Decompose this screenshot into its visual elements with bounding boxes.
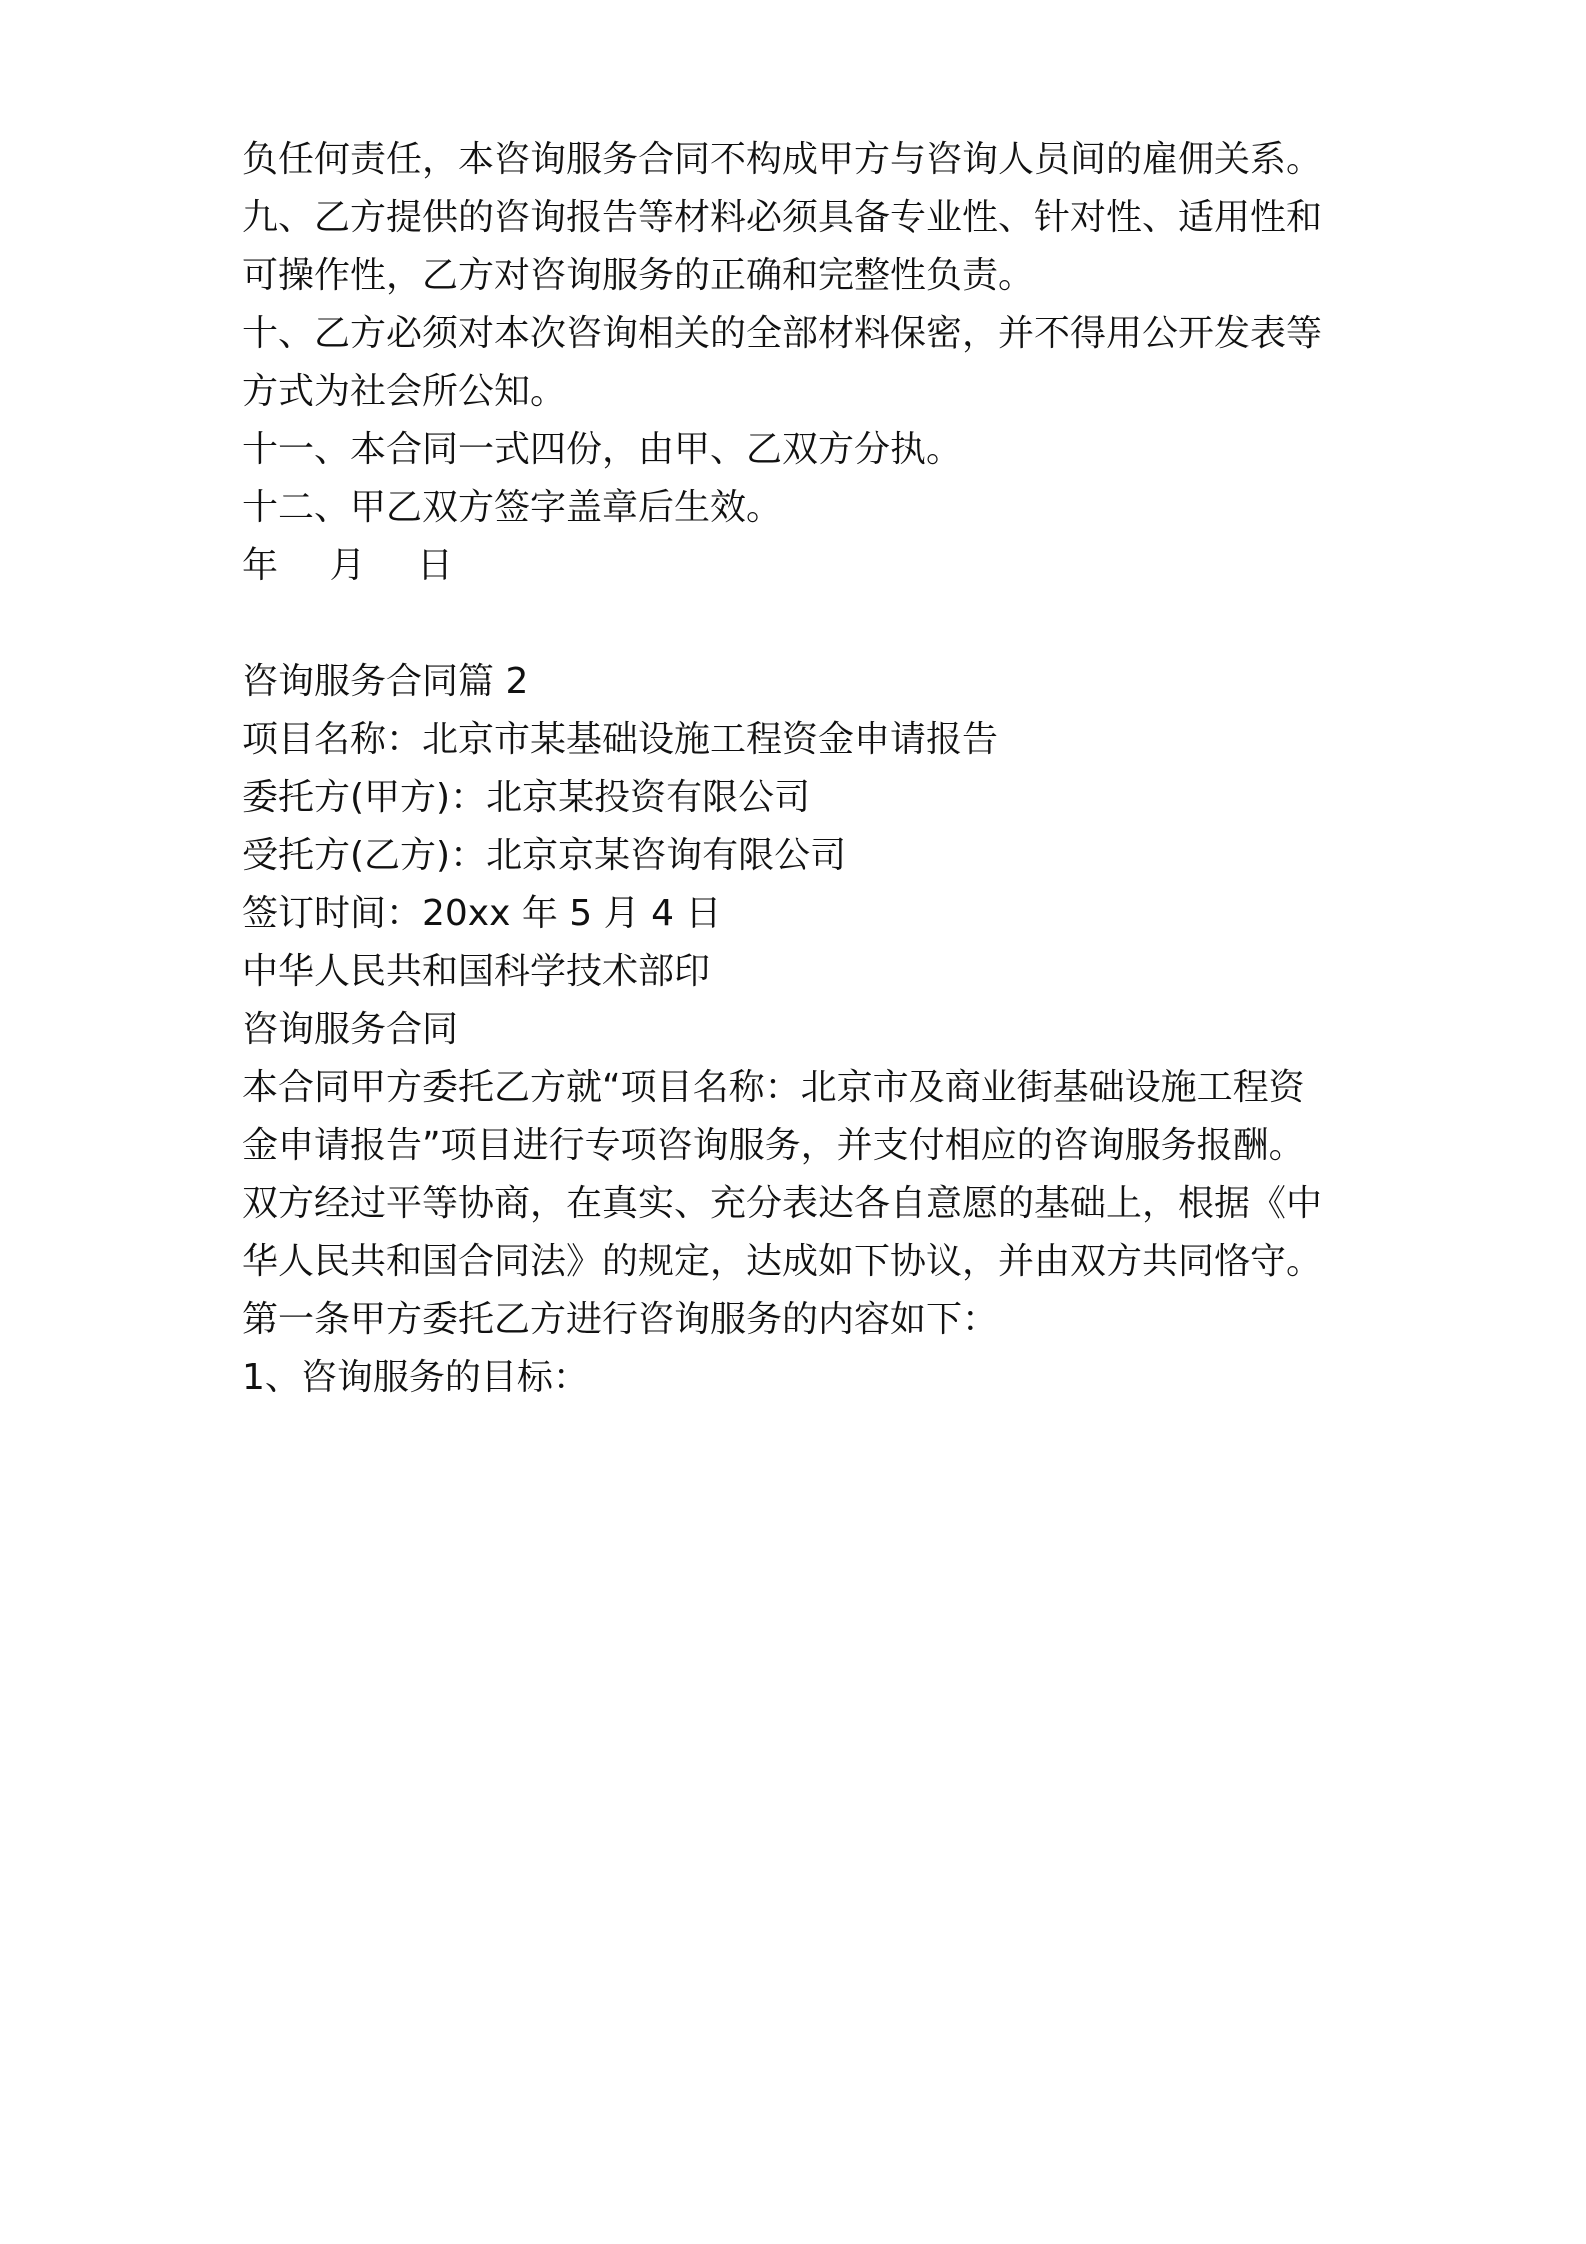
text-line: 负任何责任，本咨询服务合同不构成甲方与咨询人员间的雇佣关系。: [242, 139, 1323, 180]
article-one: 第一条甲方委托乙方进行咨询服务的内容如下：: [242, 1299, 999, 1340]
client-party: 委托方(甲方)：北京某投资有限公司: [242, 777, 811, 818]
date-day: 日: [416, 545, 453, 586]
clause-nine-line-2: 可操作性，乙方对咨询服务的正确和完整性负责。: [242, 255, 1035, 296]
body-line: 华人民共和国合同法》的规定，达成如下协议，并由双方共同恪守。: [242, 1241, 1323, 1282]
project-name: 项目名称：北京市某基础设施工程资金申请报告: [242, 719, 999, 760]
date-placeholder: [242, 538, 1366, 594]
clause-eleven: 十一、本合同一式四份，由甲、乙双方分执。: [242, 429, 963, 470]
clause-twelve: 十二、甲乙双方签字盖章后生效。: [242, 487, 783, 528]
contractor-party: 受托方(乙方)：北京京某咨询有限公司: [242, 835, 847, 876]
body-line: 金申请报告”项目进行专项咨询服务，并支付相应的咨询服务报酬。: [242, 1125, 1305, 1166]
date-year: 年: [242, 545, 279, 586]
clause-ten-line-2: 方式为社会所公知。: [242, 371, 567, 412]
body-line: 本合同甲方委托乙方就“项目名称：北京市及商业街基础设施工程资: [242, 1067, 1305, 1108]
section-title: 咨询服务合同篇 2: [242, 661, 529, 702]
contract-title: 咨询服务合同: [242, 1009, 459, 1050]
sign-date: 签订时间：20xx 年 5 月 4 日: [242, 893, 722, 934]
date-month: 月: [329, 545, 366, 586]
clause-ten-line-1: 十、乙方必须对本次咨询相关的全部材料保密，并不得用公开发表等: [242, 313, 1323, 354]
clause-nine-line-1: 九、乙方提供的咨询报告等材料必须具备专业性、针对性、适用性和: [242, 197, 1323, 238]
issuer: 中华人民共和国科学技术部印: [242, 951, 711, 992]
body-line: 双方经过平等协商，在真实、充分表达各自意愿的基础上，根据《中: [242, 1183, 1323, 1224]
item-one: 1、咨询服务的目标：: [242, 1357, 589, 1398]
